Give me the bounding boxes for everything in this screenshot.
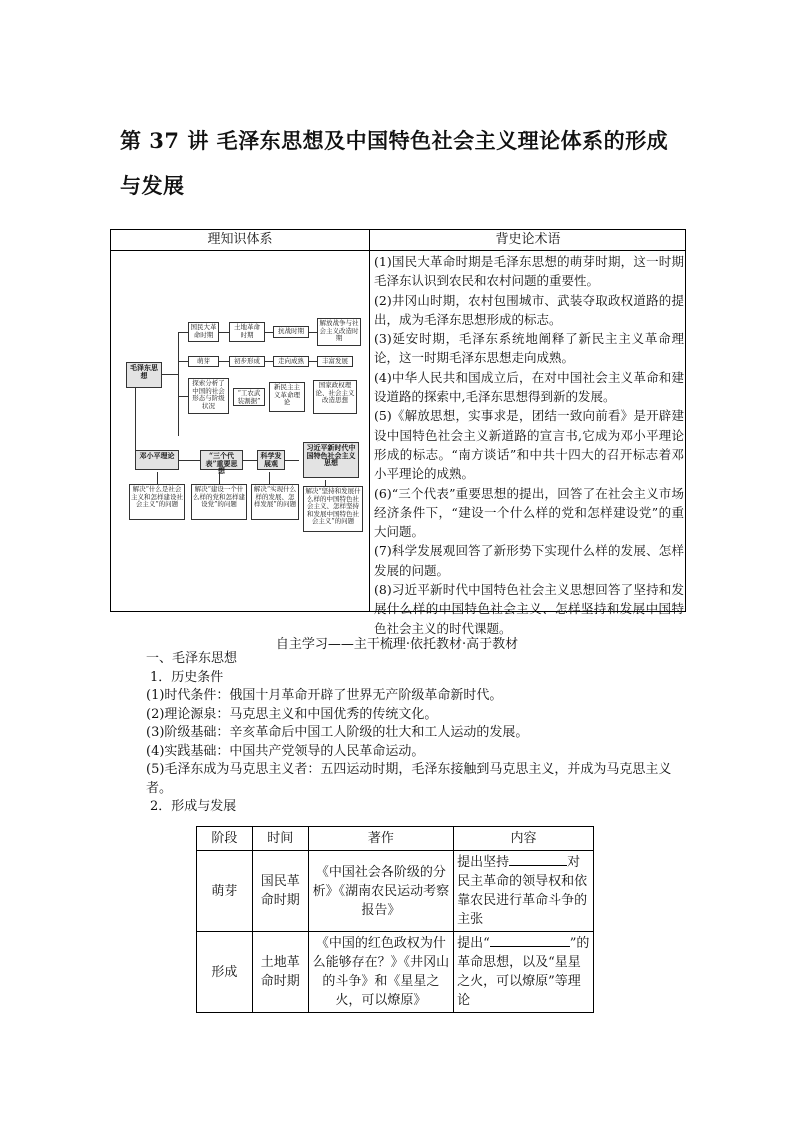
mao-thought-box: 毛泽东思想 [126, 362, 162, 388]
connector [285, 460, 299, 461]
section-title: 自主学习——主干梳理·依托教材·高于教材 [275, 637, 519, 652]
condition-era: (1)时代条件：俄国十月革命开辟了世界无产阶级革命新时代。 [146, 688, 503, 703]
connector [178, 332, 188, 333]
point-3: (3)延安时期，毛泽东系统地阐释了新民主主义革命理论，这一时期毛泽东思想走向成熟。 [374, 331, 684, 366]
title-line-2: 与发展 [120, 173, 185, 198]
column-divider [369, 250, 370, 611]
toward-maturity-box: 走向成熟 [273, 356, 309, 367]
header-content: 内容 [454, 827, 594, 851]
table-row [197, 932, 594, 1013]
stage-liberation-box: 解放战争与社会主义改造时期 [317, 318, 361, 346]
lecture-title [120, 118, 680, 208]
time-cell: 土地革命时期 [252, 932, 308, 1013]
connector [309, 332, 317, 333]
theory-social-analysis-box: 探索分析了中国的社会形态与阶级状况 [188, 378, 229, 414]
time-cell: 国民革命时期 [252, 851, 308, 932]
point-8: (8)习近平新时代中国特色社会主义思想回答了坚持和发展什么样的中国特色社会主义、怎样坚持和发展中国特色社会主义的时代课题。 [374, 582, 684, 636]
fill-blank[interactable] [490, 934, 570, 947]
sprout-box: 萌芽 [188, 356, 219, 367]
works-cell: 《中国的红色政权为什么能够存在？》《井冈山的斗争》和《星星之火，可以燎原》 [308, 932, 454, 1013]
condition-theory: (2)理论源泉：马克思主义和中国优秀的传统文化。 [146, 706, 438, 722]
stage-land-revolution-box: 土地革命时期 [229, 322, 265, 342]
knowledge-table-header [111, 230, 685, 251]
condition-marxist: (5)毛泽东成为马克思主义者：五四运动时期，毛泽东接触到马克思主义，并成为马克思主义者。 [146, 762, 672, 796]
header-knowledge-system: 理知识体系 [207, 232, 273, 247]
content-post: 对民主革命的领导权和依靠农民进行革命斗争的主张 [457, 855, 588, 927]
point-4: (4)中华人民共和国成立后，在对中国社会主义革命和建设道路的探索中,毛泽东思想得到新的发展。 [374, 369, 684, 405]
header-time: 时间 [252, 827, 308, 851]
scientific-question-box: 解决“实现什么样的发展、怎样发展”的问题 [251, 484, 299, 520]
connector [219, 361, 229, 362]
content-cell [454, 851, 594, 932]
header-stage: 阶段 [197, 827, 253, 851]
theory-state-power-box: 国家政权理论、社会主义改造思想 [313, 380, 357, 414]
connector [265, 361, 273, 362]
stage-table [196, 826, 594, 1013]
point-1: (1)国民大革命时期是毛泽东思想的萌芽时期，这一时期毛泽东认识到农民和农村问题的重要性。 [374, 254, 684, 289]
stage-cell: 形成 [197, 932, 253, 1013]
point-5: (5)《解放思想，实事求是，团结一致向前看》是开辟建设中国特色社会主义新道路的宣言书,它成为邓小平理论形成的标志。“南方谈话”和中共十四大的召开标志着邓小平理论的成熟。 [374, 408, 684, 482]
connector [178, 361, 188, 362]
connector [243, 460, 257, 461]
stage-national-revolution-box: 国民大革命时期 [188, 322, 219, 342]
connector [178, 396, 188, 397]
theory-armed-separatism-box: “工农武装割据” [233, 388, 265, 406]
body-text [120, 650, 686, 817]
point-2: (2)井冈山时期，农村包围城市、武装夺取政权道路的提出，成为毛泽东思想形成的标志。 [374, 292, 684, 327]
stage-anti-japanese-box: 抗战时期 [273, 326, 309, 338]
stage-cell: 萌芽 [197, 851, 253, 932]
condition-class: (3)阶级基础：辛亥革命后中国工人阶级的壮大和工人运动的发展。 [146, 725, 529, 740]
knowledge-diagram [117, 270, 365, 610]
content-post: ”的革命思想，以及“星星之火，可以燎原”等理论 [457, 936, 590, 1008]
connector [178, 332, 179, 436]
title-line-1: 第 37 讲 毛泽东思想及中国特色社会主义理论体系的形成 [120, 128, 669, 153]
header-history-terms: 背史论术语 [369, 230, 686, 250]
content-pre: 提出“ [457, 936, 490, 951]
connector [309, 361, 317, 362]
knowledge-table [110, 229, 686, 636]
deng-question-box: 解决“什么是社会主义和怎样建设社会主义”的问题 [129, 484, 185, 520]
connector [178, 460, 200, 461]
stage-table-header [197, 827, 594, 851]
connector [219, 332, 229, 333]
theory-new-democracy-box: 新民主主义革命理论 [269, 382, 305, 412]
content-cell [454, 932, 594, 1013]
xi-question-box: 解决“坚持和发展什么样的中国特色社会主义、怎样坚持和发展中国特色社会主义”的问题 [303, 486, 363, 532]
three-represents-question-box: 解决“建设一个什么样的党和怎样建设党”的问题 [191, 484, 247, 520]
content-pre: 提出坚持 [457, 855, 510, 870]
fill-blank[interactable] [509, 853, 567, 866]
scientific-development-box: 科学发展观 [257, 450, 285, 470]
heading-formation-development: 2．形成与发展 [150, 799, 237, 814]
connector [269, 472, 270, 484]
heading-historical-conditions: 1．历史条件 [150, 669, 224, 685]
history-points [374, 252, 684, 638]
connector [265, 332, 273, 333]
xi-thought-box: 习近平新时代中国特色社会主义思想 [303, 442, 359, 478]
point-7: (7)科学发展观回答了新形势下实现什么样的发展、怎样发展的问题。 [374, 543, 684, 578]
point-6: (6)“三个代表”重要思想的提出，回答了在社会主义市场经济条件下，“建设一个什么样的党和怎样建设党”的重大问题。 [374, 485, 684, 540]
rich-development-box: 丰富发展 [317, 356, 353, 367]
initial-formation-box: 初步形成 [229, 356, 265, 367]
heading-mao-thought: 一、毛泽东思想 [146, 651, 238, 666]
header-works: 著作 [308, 827, 454, 851]
three-represents-box: “三个代表”重要思想 [200, 450, 243, 470]
connector [157, 472, 158, 484]
deng-theory-box: 邓小平理论 [135, 450, 179, 470]
table-row [197, 851, 594, 932]
condition-practice: (4)实践基础：中国共产党领导的人民革命运动。 [146, 743, 425, 759]
works-cell: 《中国社会各阶级的分析》《湖南农民运动考察报告》 [308, 851, 454, 932]
connector [162, 374, 178, 375]
